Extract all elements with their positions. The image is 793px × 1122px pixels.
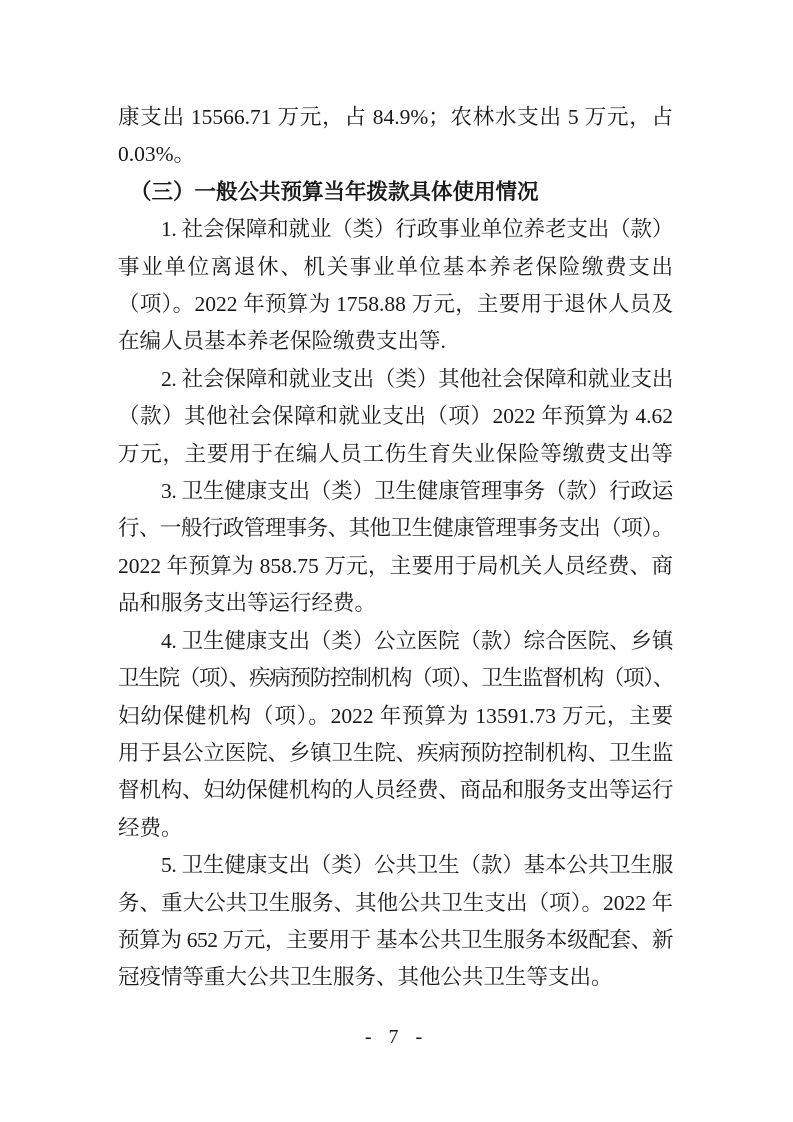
paragraph-line: 5. 卫生健康支出（类）公共卫生（款）基本公共卫生服 bbox=[161, 853, 673, 878]
paragraph-line: 1. 社会保障和就业（类）行政事业单位养老支出（款） bbox=[161, 217, 673, 242]
paragraph-line: 4. 卫生健康支出（类）公立医院（款）综合医院、乡镇 bbox=[161, 628, 673, 653]
paragraph-line: 2. 社会保障和就业支出（类）其他社会保障和就业支出 bbox=[161, 366, 673, 391]
paragraph-line: 用于县公立医院、乡镇卫生院、疾病预防控制机构、卫生监 bbox=[118, 740, 673, 765]
section-heading: （三）一般公共预算当年拨款具体使用情况 bbox=[130, 179, 539, 204]
paragraph-line: 预算为 652 万元，主要用于 基本公共卫生服务本级配套、新 bbox=[118, 927, 673, 952]
paragraph-line: 万元，主要用于在编人员工伤生育失业保险等缴费支出等 bbox=[118, 441, 673, 466]
paragraph-line: （款）其他社会保障和就业支出（项）2022 年预算为 4.62 bbox=[118, 404, 673, 429]
paragraph-line: 康支出 15566.71 万元，占 84.9%；农林水支出 5 万元，占 bbox=[118, 105, 673, 129]
paragraph-line: 冠疫情等重大公共卫生服务、其他公共卫生等支出。 bbox=[118, 965, 613, 990]
paragraph-line: 督机构、妇幼保健机构的人员经费、商品和服务支出等运行 bbox=[118, 778, 673, 803]
paragraph-line: 3. 卫生健康支出（类）卫生健康管理事务（款）行政运 bbox=[161, 479, 673, 504]
paragraph-line: 事业单位离退休、机关事业单位基本养老保险缴费支出 bbox=[118, 254, 673, 279]
paragraph-line: 行、一般行政管理事务、其他卫生健康管理事务支出（项）。 bbox=[118, 516, 673, 541]
document-body bbox=[118, 99, 673, 997]
paragraph-line: 品和服务支出等运行经费。 bbox=[118, 591, 377, 616]
paragraph-line: 在编人员基本养老保险缴费支出等. bbox=[118, 329, 446, 354]
paragraph-line: 卫生院（项）、疾病预防控制机构（项）、卫生监督机构（项）、 bbox=[118, 666, 673, 691]
paragraph-line: 妇幼保健机构（项）。2022 年预算为 13591.73 万元，主要 bbox=[118, 703, 673, 728]
paragraph-line: 经费。 bbox=[118, 815, 183, 840]
paragraph-line: 2022 年预算为 858.75 万元，主要用于局机关人员经费、商 bbox=[118, 553, 673, 578]
paragraph-line: （项）。2022 年预算为 1758.88 万元，主要用于退休人员及 bbox=[118, 292, 673, 317]
page-number: - 7 - bbox=[364, 1026, 429, 1048]
paragraph-line: 0.03%。 bbox=[118, 142, 196, 167]
paragraph-line: 务、重大公共卫生服务、其他公共卫生支出（项）。2022 年 bbox=[118, 890, 673, 915]
